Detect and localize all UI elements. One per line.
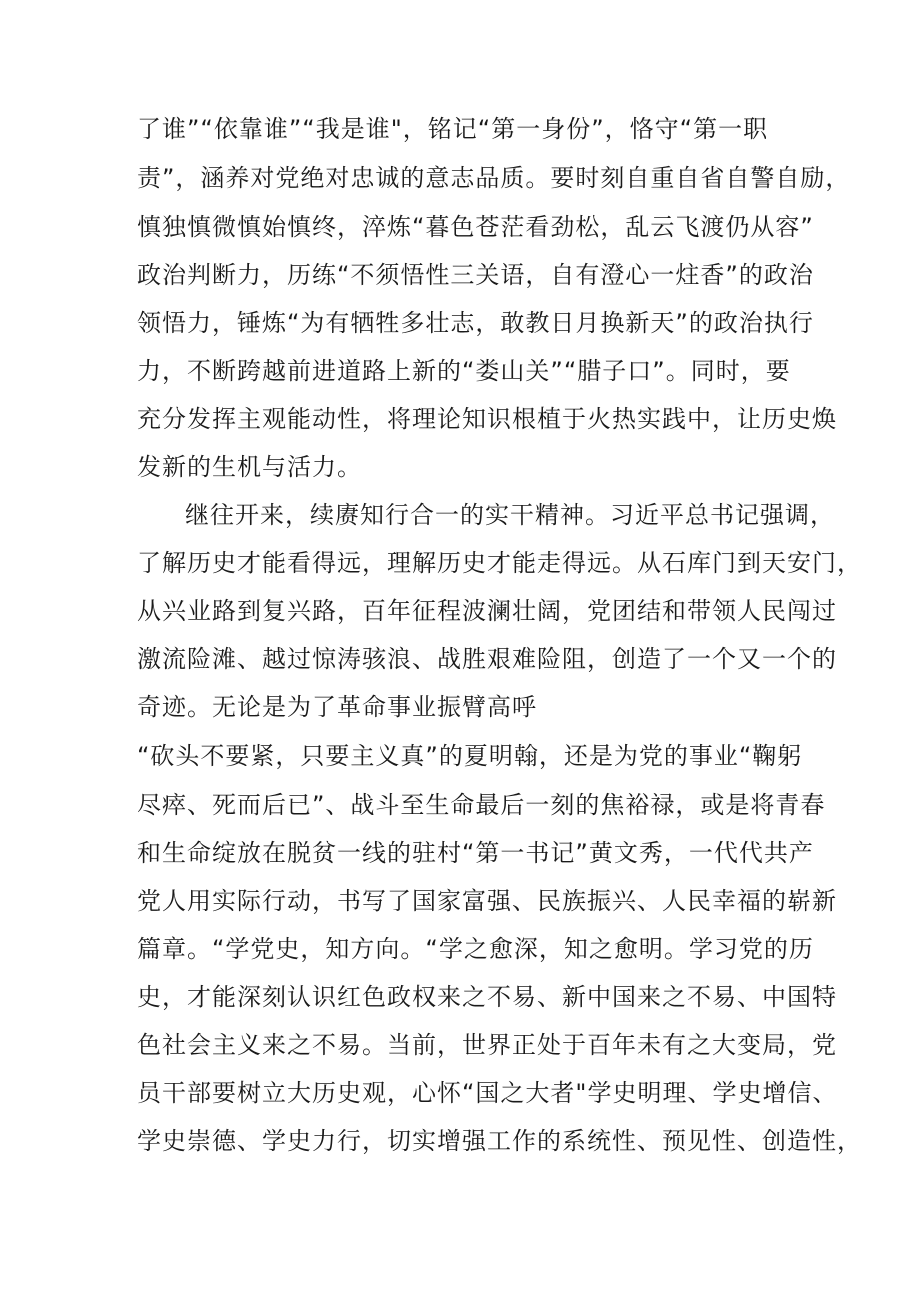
text-line: 发新的生机与活力。 bbox=[137, 453, 362, 481]
text-line: 慎独慎微慎始慎终，淬炼“暮色苍茫看劲松，乱云飞渡仍从容” bbox=[137, 213, 814, 241]
text-line: 奇迹。无论是为了革命事业振臂高呼 bbox=[137, 693, 537, 721]
text-line: 力，不断跨越前进道路上新的“娄山关”“腊子口”。同时，要 bbox=[137, 357, 791, 385]
text-line: 责”，涵养对党绝对忠诚的意志品质。要时刻自重自省自警自励， bbox=[137, 164, 851, 192]
text-line: 尽瘁、死而后已”、战斗至生命最后一刻的焦裕禄，或是将青春 bbox=[137, 791, 826, 819]
text-line: 领悟力，锤炼“为有牺牲多壮志，敢教日月换新天”的政治执行 bbox=[137, 309, 814, 337]
paragraph-first-line: 继往开来，续赓知行合一的实干精神。习近平总书记强调， bbox=[185, 501, 835, 529]
text-line: 政治判断力，历练“不须悟性三关语，自有澄心一炷香”的政治 bbox=[137, 261, 814, 289]
text-line: 从兴业路到复兴路，百年征程波澜壮阔，党团结和带领人民闯过 bbox=[137, 597, 837, 625]
text-line: 了谁”“依靠谁”“我是谁"，铭记“第一身份”，恪守“第一职 bbox=[137, 115, 769, 143]
text-line: 和生命绽放在脱贫一线的驻村“第一书记”黄文秀，一代代共产 bbox=[137, 839, 814, 867]
text-line: 激流险滩、越过惊涛骇浪、战胜艰难险阻，创造了一个又一个的 bbox=[137, 645, 837, 673]
text-line: 学史崇德、学史力行，切实增强工作的系统性、预见性、创造性， bbox=[137, 1127, 862, 1155]
text-line: 党人用实际行动，书写了国家富强、民族振兴、人民幸福的崭新 bbox=[137, 887, 837, 915]
text-line: 员干部要树立大历史观，心怀“国之大者"学史明理、学史增信、 bbox=[137, 1079, 838, 1107]
text-line: 篇章。“学党史，知方向。“学之愈深，知之愈明。学习党的历 bbox=[137, 935, 814, 963]
text-line: 了解历史才能看得远，理解历史才能走得远。从石库门到天安门， bbox=[137, 549, 862, 577]
text-line: “砍头不要紧，只要主义真”的夏明翰，还是为党的事业“鞠躬 bbox=[137, 742, 803, 770]
text-line: 史，才能深刻认识红色政权来之不易、新中国来之不易、中国特 bbox=[137, 983, 837, 1011]
text-line: 色社会主义来之不易。当前，世界正处于百年未有之大变局，党 bbox=[137, 1031, 837, 1059]
text-line: 充分发挥主观能动性，将理论知识根植于火热实践中，让历史焕 bbox=[137, 405, 837, 433]
